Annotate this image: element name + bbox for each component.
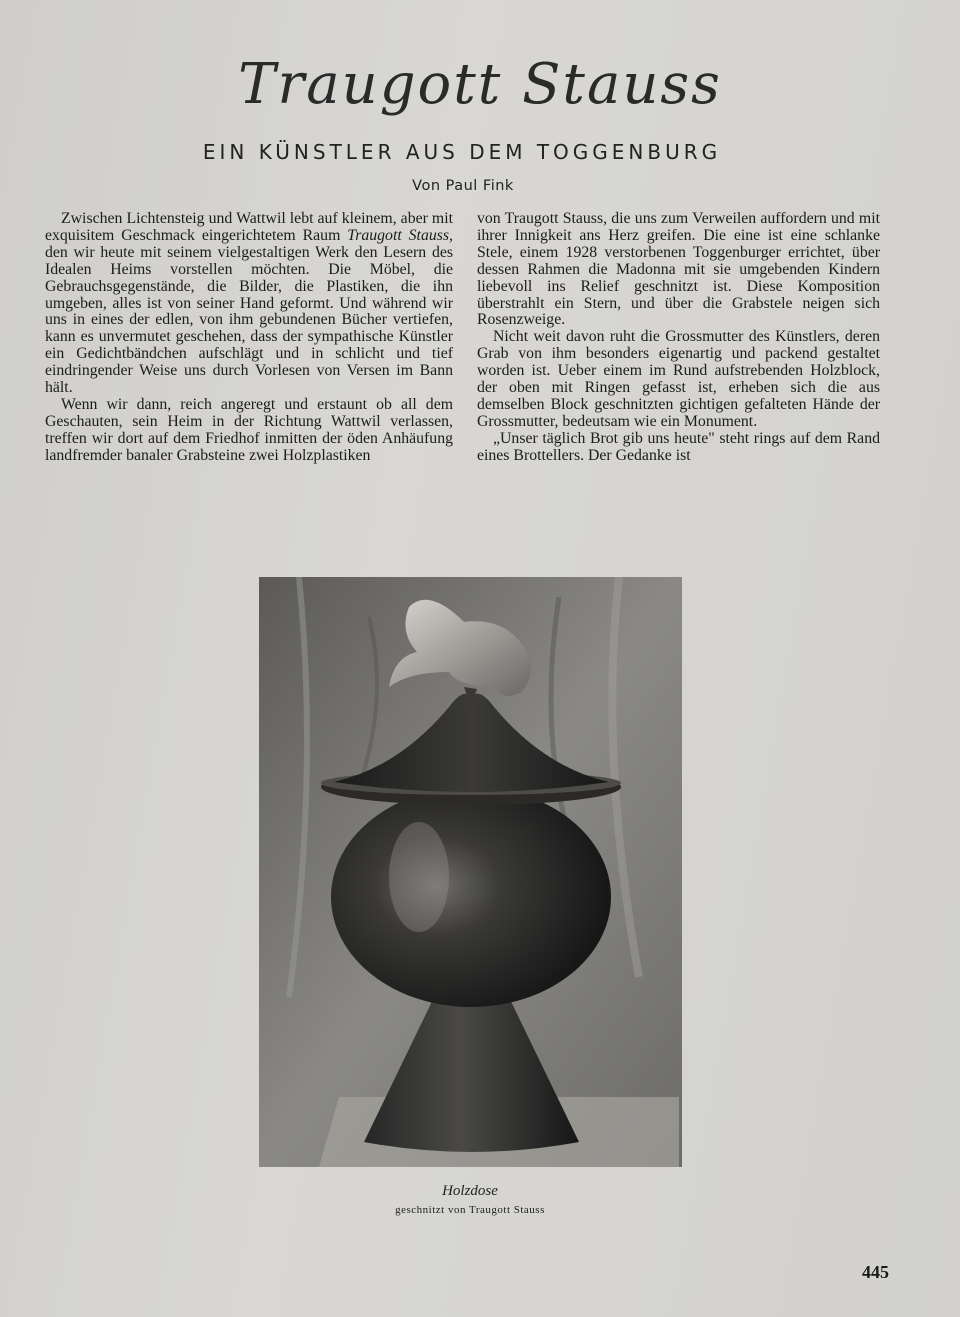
holzdose-photo [259,577,682,1167]
paragraph-text: den wir heute mit seinem vielgestaltigen Werk den Lesern des Idealen Heims vorstellen möchten. Die Möbel, die Gebrauchsgegenstände, die Bilder, die Plastiken, die ihn umgeben, alles ist von seiner Hand geformt. Und während wir uns in eines der edlen, von ihm gebundenen Bücher vertiefen, kann es unvermutet geschehen, dass der sympathische Künstler ein Gedichtbändchen aufschlägt und in schlicht und tief eindringender Weise uns durch Vorlesen von Versen im Bann hält. [45,243,453,397]
page-number: 445 [862,1262,889,1282]
article-title: Traugott Stauss [238,52,722,117]
paragraph: von Traugott Stauss, die uns zum Verweilen auffordern und mit ihrer Innigkeit ans Herz greifen. Die eine ist eine schlanke Stele, einem 1928 verstorbenen Toggenburger errichtet, über dessen Rahmen die Madonna mit sie umgebenden Kindern liebevoll ins Relief geschnitzt ist. Diese Komposition überstrahlt ein Stern, und über die Grabstele neigen sich Rosenzweige. [477,210,880,329]
text-column-right [477,211,880,465]
text-column-left [45,211,453,465]
paragraph [45,211,453,397]
paragraph-text: Zwischen Lichtensteig und Wattwil lebt auf kleinem, aber mit exquisitem Geschmack eingerichtetem Raum [45,210,453,244]
paragraph: Nicht weit davon ruht die Grossmutter des Künstlers, deren Grab von ihm besonders eigenartig und packend gestaltet worden ist. Ueber einem im Rund aufstrebenden Holzblock, der oben mit Ringen gefasst ist, erheben sich die aus demselben Block geschnitzten gichtigen gefalteten Hände der Grossmutter, bedeutsam wie ein Monument. [477,328,880,430]
figure-caption-title: Holzdose [442,1183,498,1199]
article-byline: Von Paul Fink [412,178,514,194]
paragraph: Wenn wir dann, reich angeregt und erstaunt ob all dem Geschauten, sein Heim in der Richtung Wattwil verlassen, treffen wir dort auf dem Friedhof inmitten der öden Anhäufung landfremder banaler Grabsteine zwei Holzplastiken [45,395,453,464]
paragraph: „Unser täglich Brot gib uns heute" steht rings auf dem Rand eines Brottellers. Der Gedanke ist [477,429,880,464]
artist-name: Traugott Stauss, [347,226,453,244]
article-subtitle: EIN KÜNSTLER AUS DEM TOGGENBURG [202,140,722,164]
figure-caption-subtitle: geschnitzt von Traugott Stauss [395,1204,545,1216]
wooden-box-illustration [259,577,682,1167]
